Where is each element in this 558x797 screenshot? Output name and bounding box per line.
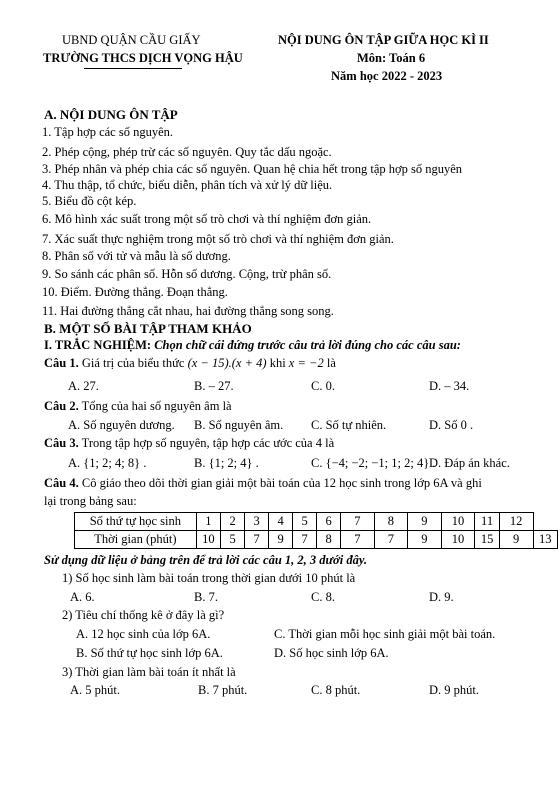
table-cell: 5 [221,531,245,549]
question-2 [44,399,232,414]
question-1 [44,356,336,371]
question-text: Trong tập hợp số nguyên, tập hợp các ước của 4 là [81,436,335,450]
table-cell: 7 [293,531,317,549]
option-a: A. Số nguyên dương. [68,418,175,432]
table-cell: 9 [408,513,441,531]
question-text: Cô giáo theo dõi thời gian giải một bài toán của 12 học sinh trong lớp 6A và ghi [81,476,482,490]
table-cell: 9 [499,531,533,549]
option-b: B. {1; 2; 4} . [194,456,259,470]
table-cell: 2 [221,513,245,531]
option-c: C. Thời gian mỗi học sinh giải một bài toán. [274,627,496,641]
question-text-after: là [326,356,336,370]
table-cell: 10 [441,513,475,531]
option-a: A. 5 phút. [70,683,120,697]
option-c: C. Số tự nhiên. [311,418,387,432]
list-item: 9. So sánh các phân số. Hỗn số dương. Cộng, trừ phân số. [42,267,332,281]
option-b: B. 7. [194,590,218,604]
part1-heading [44,338,461,353]
sub-question-1: 1) Số học sinh làm bài toán trong thời gian dưới 10 phút là [62,571,356,585]
question-3 [44,436,334,451]
option-c: C. {−4; −2; −1; 1; 2; 4} . [311,456,436,470]
question-expression: (x − 15).(x + 4) [187,356,267,370]
list-item: 8. Phân số với tử và mẫu là số dương. [42,249,231,263]
option-a: A. 12 học sinh của lớp 6A. [76,627,211,641]
option-c: C. 8. [311,590,335,604]
question-4-continued: lại trong bảng sau: [44,494,137,508]
part1-instruction: Chọn chữ cái đứng trước câu trả lời đúng cho các câu sau: [154,338,461,352]
question-text-mid: khi [269,356,286,370]
header-subject: Môn: Toán 6 [357,51,426,65]
option-b: B. 7 phút. [198,683,248,697]
header-title: NỘI DUNG ÔN TẬP GIỮA HỌC KÌ II [278,33,489,47]
table-cell: 7 [245,531,269,549]
table-cell: 13 [533,531,557,549]
option-b: B. Số nguyên âm. [194,418,284,432]
list-item: 2. Phép cộng, phép trừ các số nguyên. Quy tắc dấu ngoặc. [42,145,332,159]
question-4 [44,476,482,491]
table-row [75,513,558,531]
list-item: 1. Tập hợp các số nguyên. [42,125,173,139]
table-cell: 8 [374,513,407,531]
table-cell: 3 [245,513,269,531]
question-condition: x = −2 [288,356,324,370]
question-label: Câu 3. [44,436,79,450]
list-item: 5. Biểu đồ cột kép. [42,194,137,208]
list-item: 4. Thu thập, tổ chức, biểu diễn, phân tích và xử lý dữ liệu. [42,178,333,192]
table-cell: 9 [408,531,441,549]
table-cell: 10 [196,531,220,549]
table-cell: 4 [269,513,293,531]
question-text: Giá trị của biểu thức [81,356,185,370]
table-cell: 10 [441,531,475,549]
option-a: A. 6. [70,590,95,604]
option-d: D. 9. [429,590,454,604]
header-school-underline [84,68,182,69]
option-a: A. {1; 2; 4; 8} . [68,456,147,470]
table-cell: 7 [341,531,374,549]
option-d: D. Số học sinh lớp 6A. [274,646,389,660]
table-row-header: Số thứ tự học sinh [75,513,197,531]
option-b: B. Số thứ tự học sinh lớp 6A. [76,646,223,660]
option-d: D. Đáp án khác. [429,456,510,470]
data-table [74,512,558,549]
sub-question-2: 2) Tiêu chí thống kê ở đây là gì? [62,608,225,622]
option-d: D. Số 0 . [429,418,474,432]
table-cell: 6 [317,513,341,531]
question-text: Tổng của hai số nguyên âm là [81,399,232,413]
table-cell: 15 [475,531,499,549]
option-a: A. 27. [68,379,99,393]
table-cell: 5 [293,513,317,531]
sub-question-3: 3) Thời gian làm bài toán ít nhất là [62,665,236,679]
list-item: 11. Hai đường thẳng cắt nhau, hai đường thẳng song song. [42,304,334,318]
use-data-note: Sử dụng dữ liệu ở bảng trên để trả lời các câu 1, 2, 3 dưới đây. [44,553,368,567]
list-item: 6. Mô hình xác suất trong một số trò chơi và thí nghiệm đơn giản. [42,212,372,226]
section-a-title: A. NỘI DUNG ÔN TẬP [44,107,178,122]
list-item: 10. Điểm. Đường thẳng. Đoạn thẳng. [42,285,228,299]
table-cell: 11 [475,513,499,531]
option-d: D. – 34. [429,379,470,393]
option-c: C. 8 phút. [311,683,361,697]
table-cell: 7 [374,531,407,549]
question-label: Câu 4. [44,476,79,490]
table-cell: 9 [269,531,293,549]
header-school-year: Năm học 2022 - 2023 [331,69,443,83]
header-department: UBND QUẬN CẦU GIẤY [62,33,201,47]
section-b-title: B. MỘT SỐ BÀI TẬP THAM KHẢO [44,321,252,336]
header-school: TRƯỜNG THCS DỊCH VỌNG HẬU [43,51,243,65]
question-label: Câu 1. [44,356,79,370]
option-b: B. – 27. [194,379,234,393]
table-row-header: Thời gian (phút) [75,531,197,549]
part1-label: I. TRẮC NGHIỆM: [44,338,152,352]
table-cell: 1 [196,513,220,531]
list-item: 3. Phép nhân và phép chia các số nguyên. Quan hệ chia hết trong tập hợp số nguyên [42,162,463,176]
option-d: D. 9 phút. [429,683,479,697]
list-item: 7. Xác suất thực nghiệm trong một số trò chơi và thí nghiệm đơn giản. [42,232,394,246]
table-cell: 8 [317,531,341,549]
question-label: Câu 2. [44,399,79,413]
table-cell: 7 [341,513,374,531]
table-cell: 12 [499,513,533,531]
table-row [75,531,558,549]
option-c: C. 0. [311,379,335,393]
